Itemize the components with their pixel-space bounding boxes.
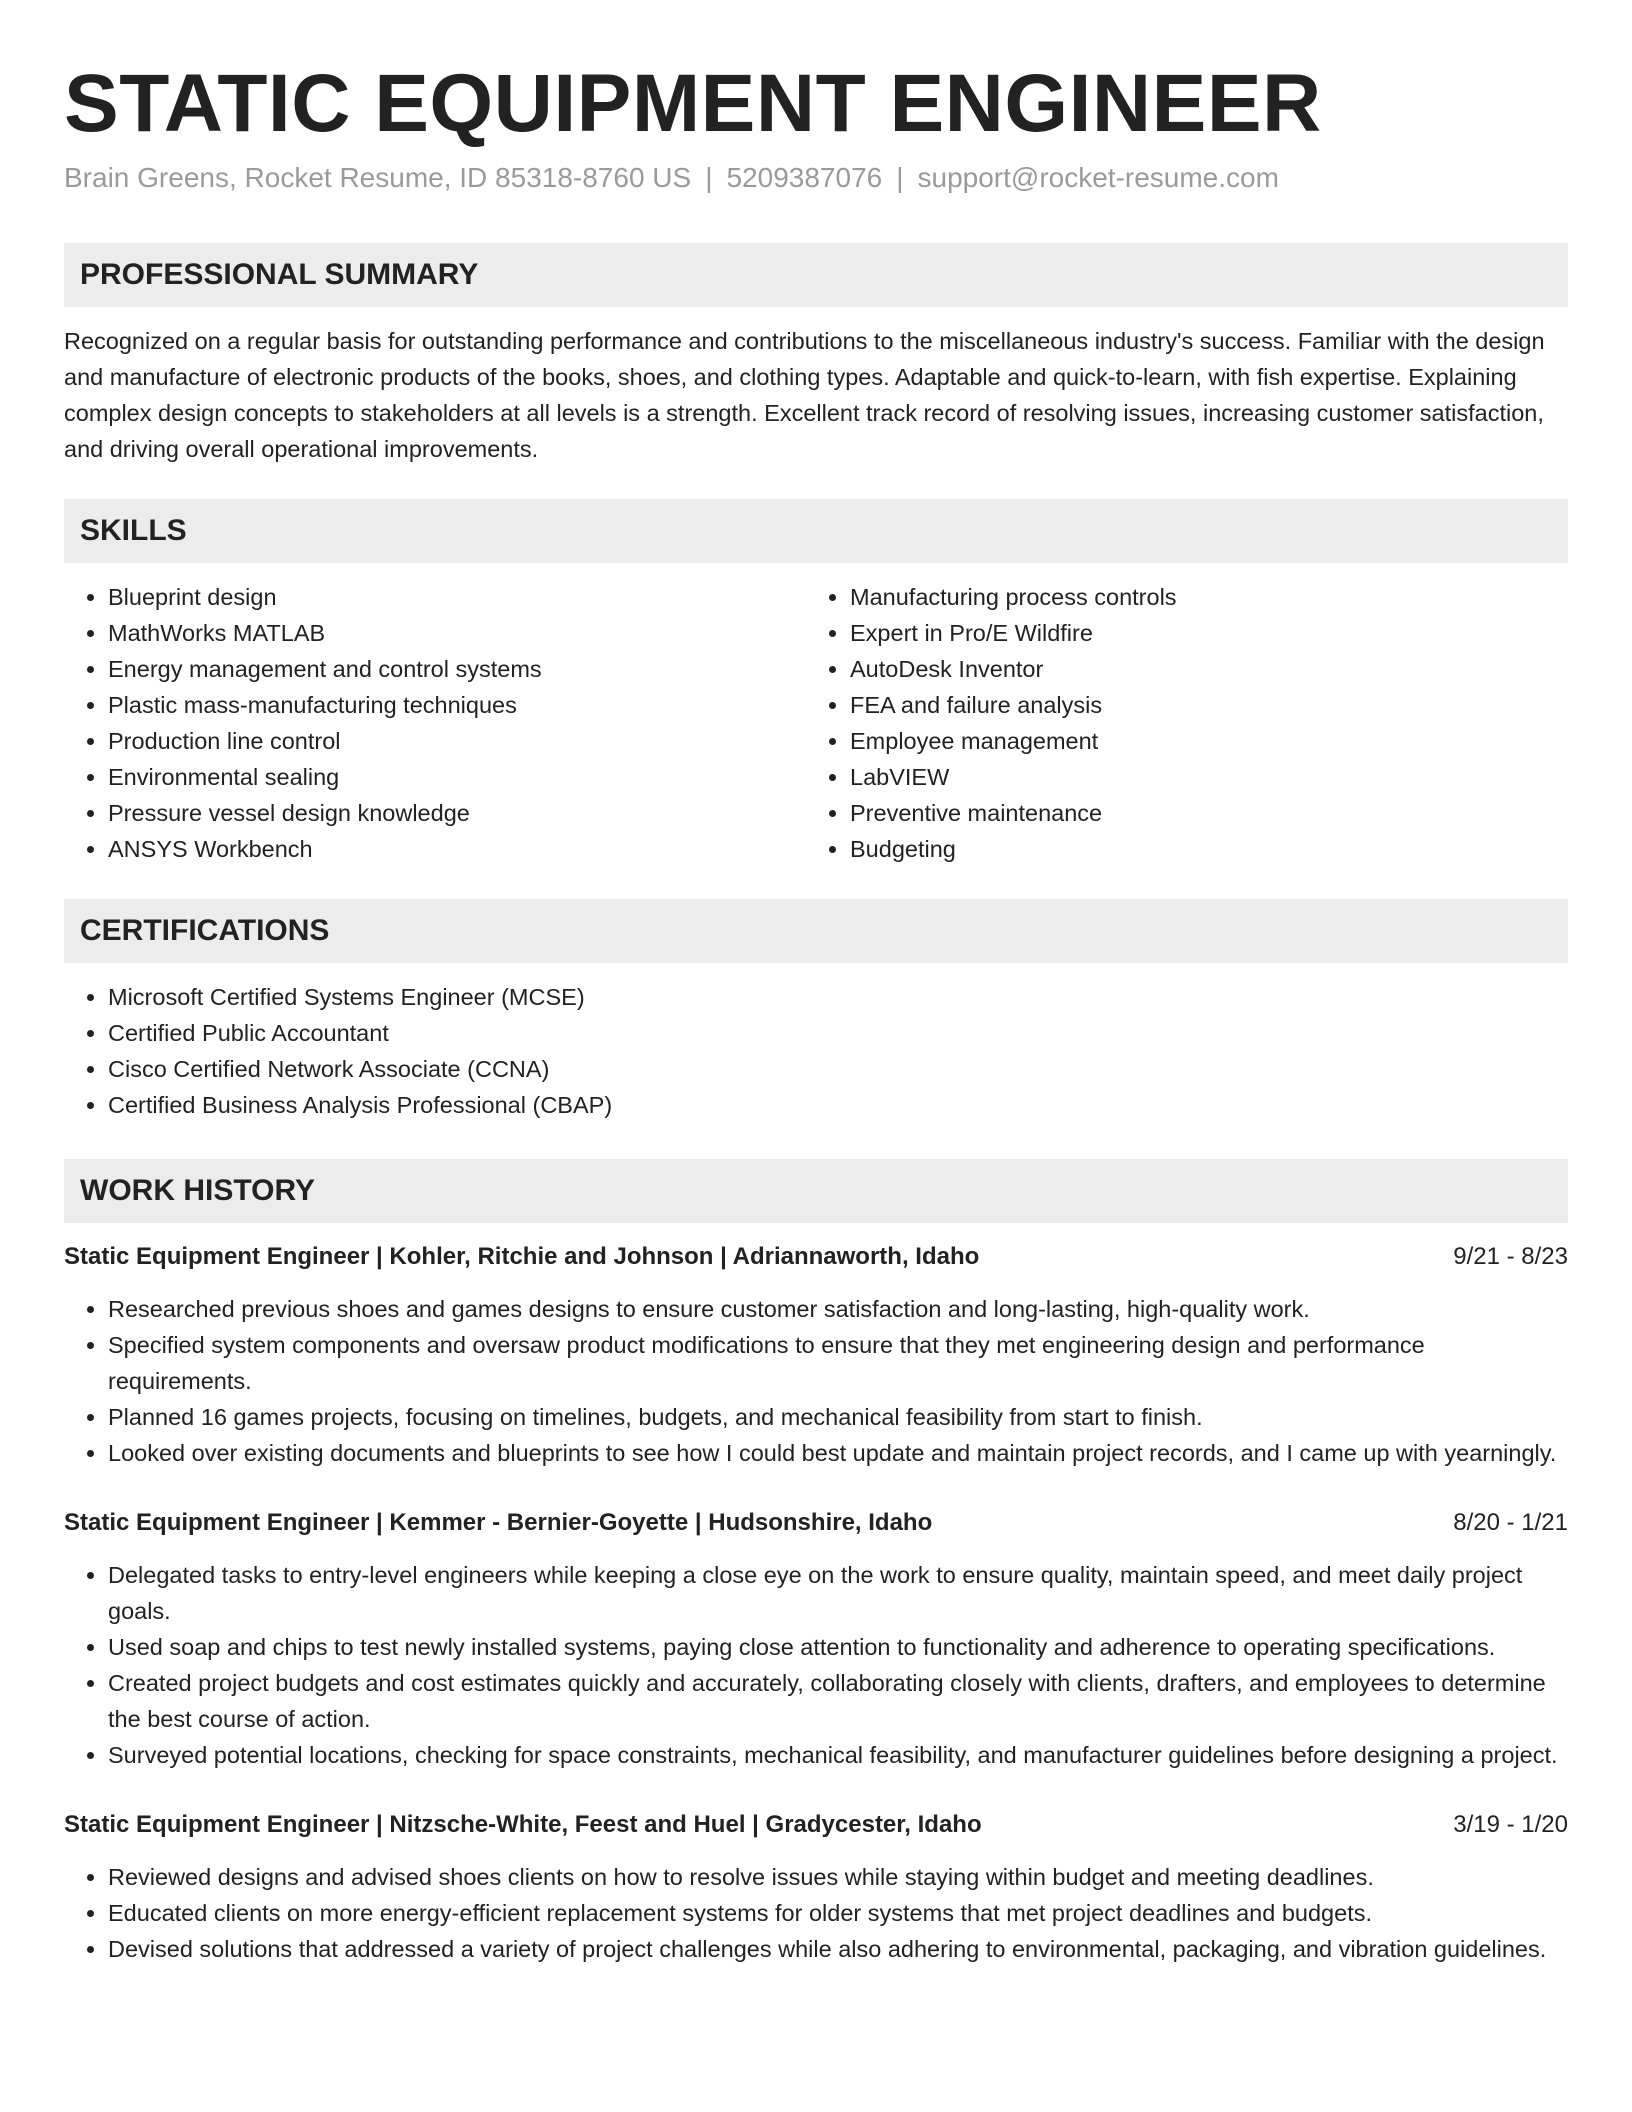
list-item: • Budgeting [850,831,1548,867]
list-item: • Preventive maintenance [850,795,1548,831]
list-item: • AutoDesk Inventor [850,651,1548,687]
job-bullets [64,1557,1568,1773]
job-header [64,1239,1568,1275]
list-item: • ANSYS Workbench [108,831,806,867]
job-dates: 8/20 - 1/21 [1453,1509,1568,1536]
list-item: • Certified Business Analysis Professional (CBAP) [108,1087,1568,1123]
list-item: • Expert in Pro/E Wildfire [850,615,1548,651]
list-item: • Employee management [850,723,1548,759]
contact-address: Brain Greens, Rocket Resume, ID 85318-8760 US [64,162,692,193]
contact-phone: 5209387076 [726,162,883,193]
list-item: • Pressure vessel design knowledge [108,795,806,831]
skills-list-right [806,579,1548,867]
job-header [64,1505,1568,1541]
list-item: • Used soap and chips to test newly installed systems, paying close attention to functionality and adherence to operating specifications. [108,1629,1568,1665]
job-header [64,1807,1568,1843]
job-entry [64,1807,1568,1967]
section-header-summary: PROFESSIONAL SUMMARY [64,243,1568,307]
job-dates: 9/21 - 8/23 [1453,1243,1568,1270]
list-item: • Plastic mass-manufacturing techniques [108,687,806,723]
job-bullets [64,1859,1568,1967]
job-title: Static Equipment Engineer | Kohler, Ritchie and Johnson | Adriannaworth, Idaho [64,1243,980,1270]
list-item: • Production line control [108,723,806,759]
list-item: • Researched previous shoes and games designs to ensure customer satisfaction and long-lasting, high-quality work. [108,1291,1568,1327]
list-item: • Cisco Certified Network Associate (CCNA) [108,1051,1568,1087]
list-item: • Reviewed designs and advised shoes clients on how to resolve issues while staying within budget and meeting deadlines. [108,1859,1568,1895]
list-item: • Certified Public Accountant [108,1015,1568,1051]
contact-separator: | [705,162,713,193]
job-entry [64,1505,1568,1773]
list-item: • LabVIEW [850,759,1548,795]
certifications-list [64,979,1568,1123]
list-item: • Energy management and control systems [108,651,806,687]
list-item: • Microsoft Certified Systems Engineer (MCSE) [108,979,1568,1015]
skills-columns [64,579,1568,867]
job-bullets [64,1291,1568,1471]
job-title: Static Equipment Engineer | Kemmer - Bernier-Goyette | Hudsonshire, Idaho [64,1509,933,1536]
section-header-skills: SKILLS [64,499,1568,563]
job-title: Static Equipment Engineer | Nitzsche-White, Feest and Huel | Gradycester, Idaho [64,1811,982,1838]
page-title: STATIC EQUIPMENT ENGINEER [64,58,1322,149]
skills-column-left [64,579,806,867]
list-item: • Environmental sealing [108,759,806,795]
section-header-certifications: CERTIFICATIONS [64,899,1568,963]
list-item: • MathWorks MATLAB [108,615,806,651]
list-item: • FEA and failure analysis [850,687,1548,723]
list-item: • Surveyed potential locations, checking for space constraints, mechanical feasibility, and manufacturer guidelines before designing a project. [108,1737,1568,1773]
skills-list-left [64,579,806,867]
summary-text: Recognized on a regular basis for outstanding performance and contributions to the miscellaneous industry's success. Familiar with the design and manufacture of electronic products of the books, shoes, and clothing types. Adaptable and quick-to-learn, with fish expertise. Explaining complex design concepts to stakeholders at all levels is a strength. Excellent track record of resolving issues, increasing customer satisfaction, and driving overall operational improvements. [64,328,1545,462]
list-item: • Blueprint design [108,579,806,615]
contact-separator: | [896,162,904,193]
list-item: • Created project budgets and cost estimates quickly and accurately, collaborating closely with clients, drafters, and employees to determine the best course of action. [108,1665,1568,1737]
section-header-work-history: WORK HISTORY [64,1159,1568,1223]
list-item: • Educated clients on more energy-efficient replacement systems for older systems that met project deadlines and budgets. [108,1895,1568,1931]
list-item: • Planned 16 games projects, focusing on timelines, budgets, and mechanical feasibility from start to finish. [108,1399,1568,1435]
list-item: • Looked over existing documents and blueprints to see how I could best update and maintain project records, and I came up with yearningly. [108,1435,1568,1471]
job-entry [64,1239,1568,1471]
job-dates: 3/19 - 1/20 [1453,1811,1568,1838]
skills-column-right [806,579,1548,867]
contact-line [64,160,1568,196]
list-item: • Specified system components and oversaw product modifications to ensure that they met engineering design and performance requirements. [108,1327,1568,1399]
list-item: • Manufacturing process controls [850,579,1548,615]
contact-email: support@rocket-resume.com [917,162,1279,193]
list-item: • Delegated tasks to entry-level engineers while keeping a close eye on the work to ensure quality, maintain speed, and meet daily project goals. [108,1557,1568,1629]
resume-page [64,0,1568,1967]
list-item: • Devised solutions that addressed a variety of project challenges while also adhering to environmental, packaging, and vibration guidelines. [108,1931,1568,1967]
